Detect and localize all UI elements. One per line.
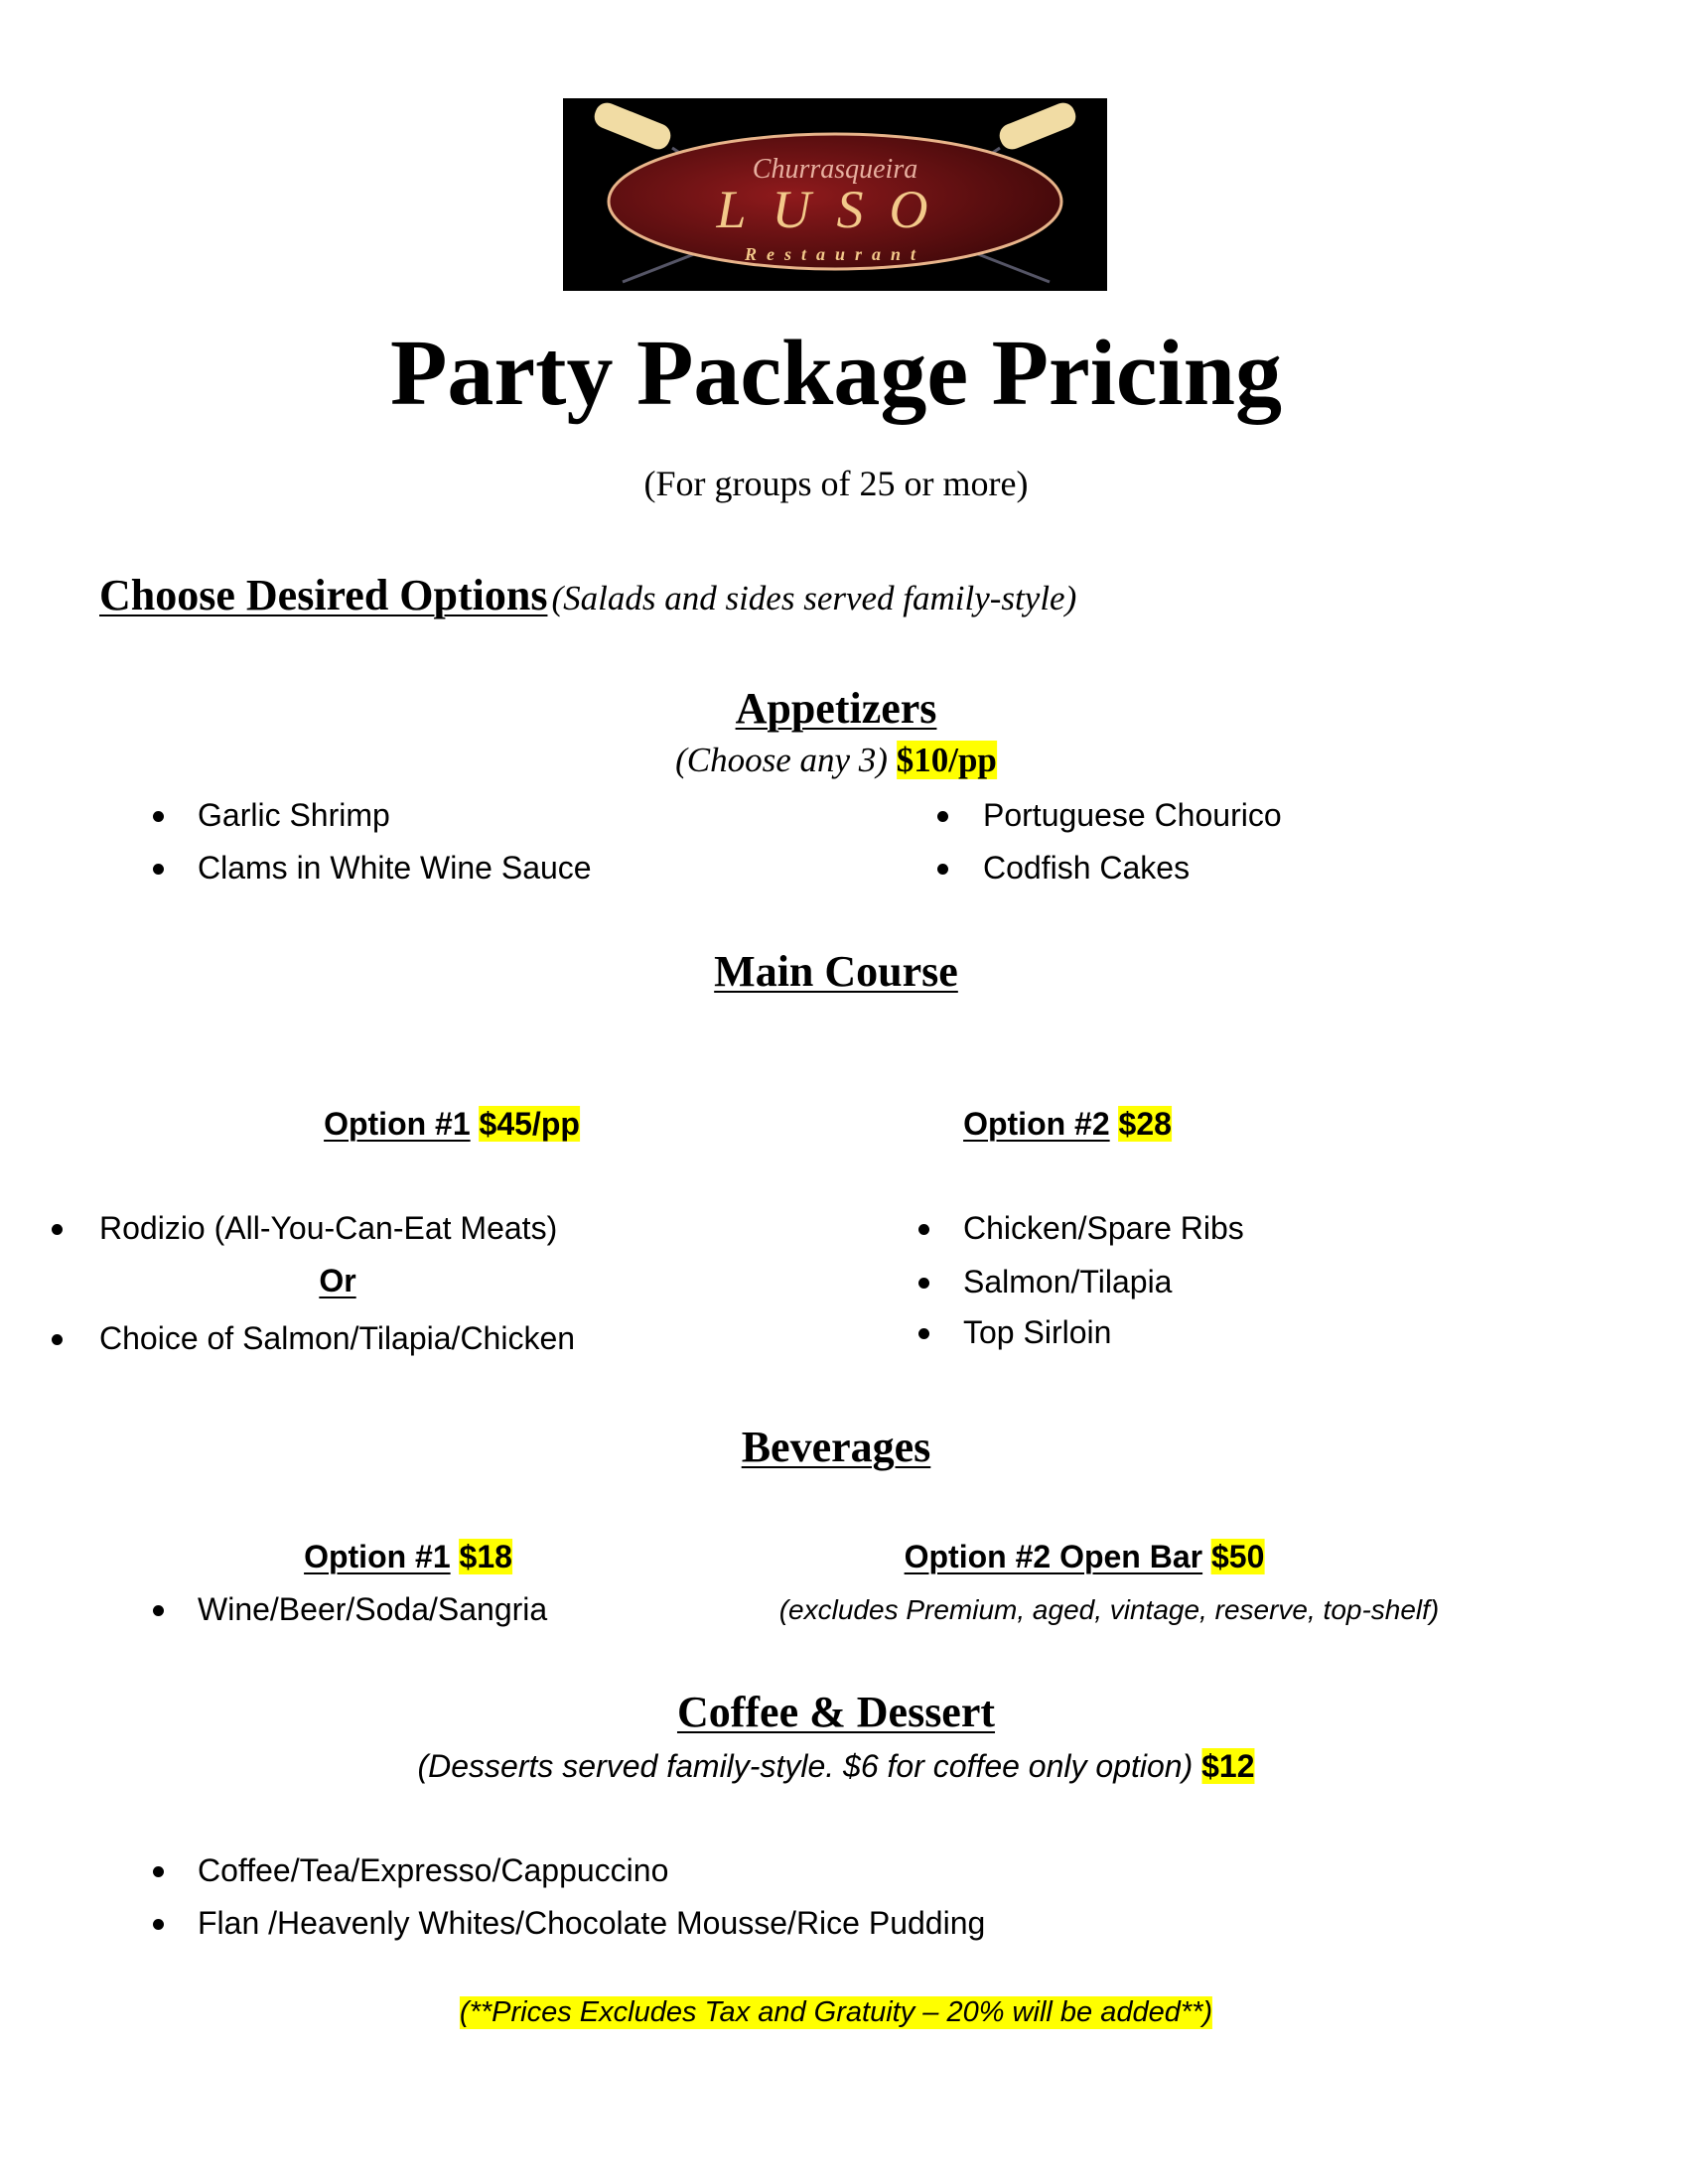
choose-note: (Salads and sides served family-style) [551,579,1077,617]
beverage-option2-price: $50 [1210,1539,1265,1574]
coffee-dessert-price: $12 [1201,1748,1255,1784]
list-item: Codfish Cakes [983,850,1191,886]
list-item: Choice of Salmon/Tilapia/Chicken [99,1320,576,1356]
main-option2-price: $28 [1118,1106,1172,1142]
choose-options-line [99,570,1076,620]
beverage-option1-heading: Option #1 $18 [304,1539,512,1574]
list-item: Portuguese Chourico [983,797,1282,833]
subtitle: (For groups of 25 or more) [643,464,1029,503]
main-option1-heading: Option #1 $45/pp [324,1106,580,1142]
coffee-dessert-heading: Coffee & Dessert [676,1688,996,1736]
bullet-icon [918,1278,929,1289]
bullet-icon [153,1919,164,1930]
svg-text:Restaurant: Restaurant [744,244,926,264]
coffee-dessert-note-line [417,1748,1254,1785]
bullet-icon [153,864,164,875]
svg-text:LUSO: LUSO [716,180,954,239]
bullet-icon [52,1334,63,1345]
list-item: Rodizio (All-You-Can-Eat Meats) [99,1210,558,1246]
logo-graphic [563,98,1107,291]
list-item: Garlic Shrimp [198,797,390,833]
appetizers-note-line [675,741,997,780]
bullet-icon [153,811,164,822]
appetizers-price: $10/pp [896,741,997,779]
or-label: Or [319,1263,356,1298]
beverage-option2-heading: Option #2 Open Bar $50 [904,1539,1265,1574]
bullet-icon [52,1224,63,1235]
bullet-icon [937,864,948,875]
coffee-dessert-note: (Desserts served family-style. $6 for coffee only option) [417,1748,1194,1784]
bullet-icon [153,1605,164,1616]
main-option2-heading: Option #2 $28 [963,1106,1172,1142]
list-item: Clams in White Wine Sauce [198,850,592,886]
list-item: Wine/Beer/Soda/Sangria [198,1591,548,1627]
beverages-heading: Beverages [741,1423,931,1471]
svg-text:Churrasqueira: Churrasqueira [752,154,918,185]
tax-gratuity-footer: (**Prices Excludes Tax and Gratuity – 20% will be added**) [459,1996,1213,2028]
main-course-heading: Main Course [714,947,958,996]
page-title: Party Package Pricing [390,322,1282,425]
list-item: Chicken/Spare Ribs [963,1210,1244,1246]
restaurant-logo [563,98,1107,291]
open-bar-note: (excludes Premium, aged, vintage, reserve, top-shelf) [778,1594,1440,1625]
beverage-option1-price: $18 [459,1539,512,1574]
main-option1-price: $45/pp [479,1106,580,1142]
appetizers-heading: Appetizers [735,684,937,733]
list-item: Top Sirloin [963,1314,1112,1350]
bullet-icon [153,1866,164,1877]
list-item: Flan /Heavenly Whites/Chocolate Mousse/Rice Pudding [198,1905,986,1941]
bullet-icon [937,811,948,822]
choose-heading: Choose Desired Options [99,571,548,619]
list-item: Coffee/Tea/Expresso/Cappuccino [198,1852,669,1888]
bullet-icon [918,1328,929,1339]
bullet-icon [918,1224,929,1235]
appetizers-note: (Choose any 3) [675,741,888,779]
list-item: Salmon/Tilapia [963,1264,1173,1299]
